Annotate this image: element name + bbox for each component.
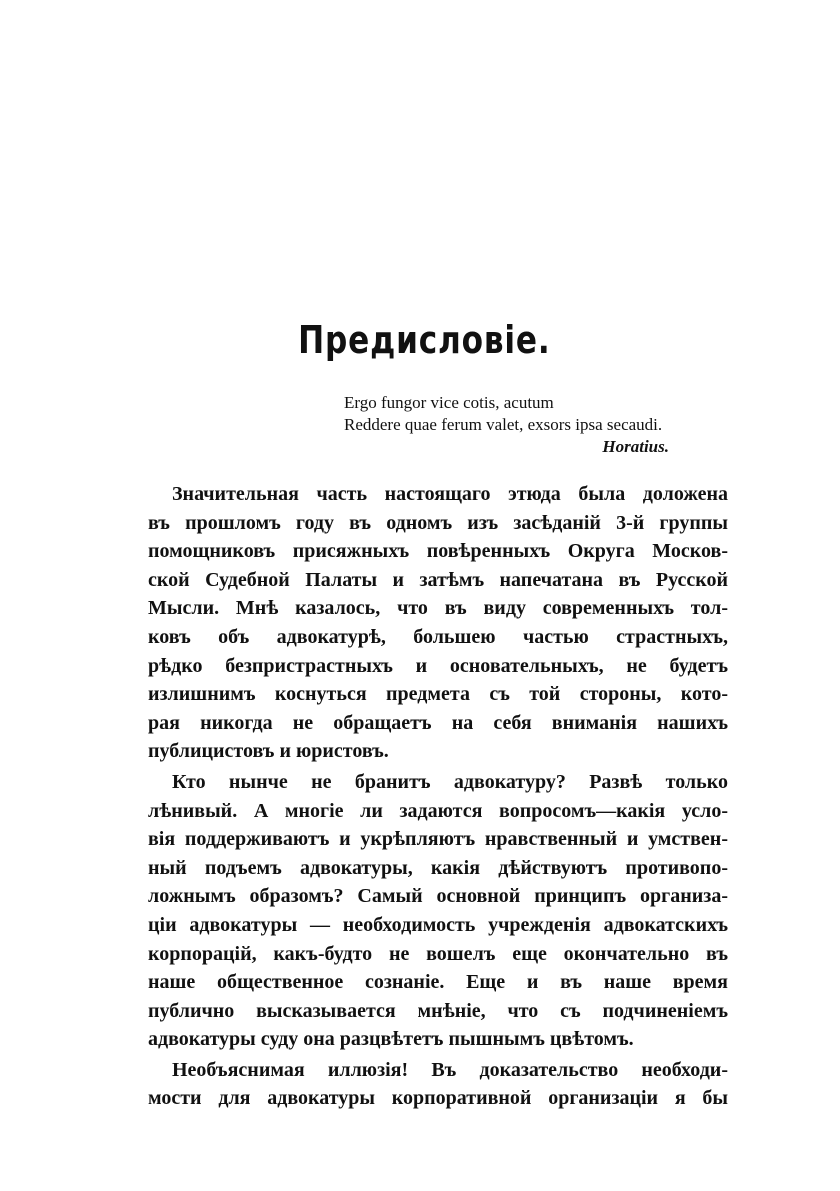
- text-line: Значительная часть настоящаго этюда была доложена: [172, 483, 728, 505]
- text-line: лѣнивый. А многіе ли задаются вопросомъ—какія усло-: [148, 799, 728, 822]
- text-line: излишнимъ коснуться предмета съ той стороны, кото-: [148, 683, 728, 706]
- text-line: ской Судебной Палаты и затѣмъ напечатана въ Русской: [148, 568, 728, 591]
- epigraph: [344, 392, 744, 458]
- text-line: Мысли. Мнѣ казалось, что въ виду современныхъ тол-: [148, 597, 728, 620]
- text-line: публицистовъ и юристовъ.: [148, 740, 389, 763]
- text-line: ціи адвокатуры — необходимость учрежденія адвокатскихъ: [148, 913, 728, 936]
- page-title: Предисловіе.: [298, 318, 551, 362]
- text-line: Необъяснимая иллюзія! Въ доказательство необходи-: [172, 1058, 728, 1081]
- epigraph-line: Ergo fungor vice cotis, acutum: [344, 393, 554, 412]
- text-line: корпорацій, какъ-будто не вошелъ еще окончательно въ: [148, 942, 728, 965]
- epigraph-author: Horatius.: [602, 437, 669, 456]
- text-line: ный подъемъ адвокатуры, какія дѣйствуютъ противопо-: [148, 856, 728, 879]
- text-line: ложнымъ образомъ? Самый основной принципъ организа-: [148, 885, 728, 908]
- body-text: [148, 480, 728, 1113]
- text-line: помощниковъ присяжныхъ повѣренныхъ Округа Москов-: [148, 540, 728, 563]
- text-line: рая никогда не обращаетъ на себя вниманія нашихъ: [148, 711, 728, 734]
- text-line: въ прошломъ году въ одномъ изъ засѣданій 3-й группы: [148, 511, 728, 534]
- text-line: ковъ объ адвокатурѣ, большею частью страстныхъ,: [148, 625, 728, 648]
- text-line: мости для адвокатуры корпоративной организаціи я бы: [148, 1087, 728, 1110]
- epigraph-line: Reddere quae ferum valet, exsors ipsa secaudi.: [344, 415, 663, 434]
- text-line: наше общественное сознаніе. Еще и въ наше время: [148, 971, 728, 994]
- text-line: адвокатуры суду она разцвѣтетъ пышнымъ цвѣтомъ.: [148, 1028, 634, 1051]
- text-line: Кто нынче не бранитъ адвокатуру? Развѣ только: [172, 770, 728, 793]
- text-line: вія поддерживаютъ и укрѣпляютъ нравственный и умствен-: [148, 828, 728, 851]
- text-line: публично высказывается мнѣніе, что съ подчиненіемъ: [148, 999, 728, 1022]
- text-line: рѣдко безпристрастныхъ и основательныхъ, не будетъ: [148, 654, 728, 677]
